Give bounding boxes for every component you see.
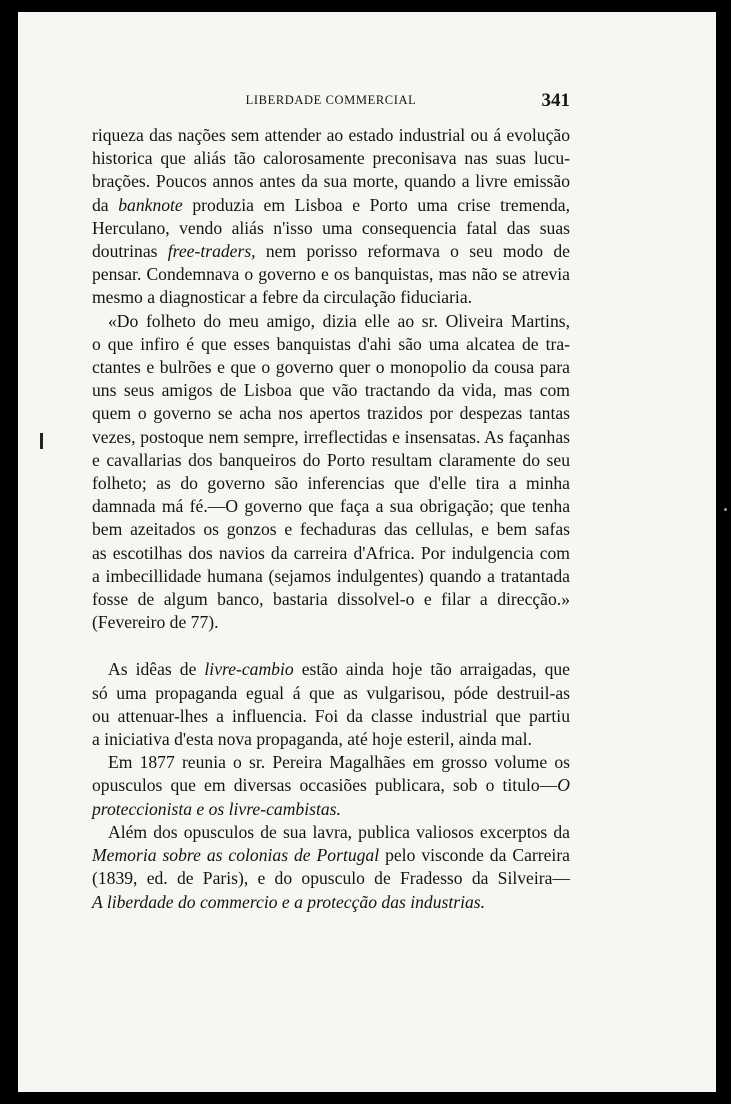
text-line: Em 1877 reunia o sr. Pereira Magalhães em grosso volume os [108, 752, 570, 773]
text-line [92, 798, 570, 821]
text-line: brações. Poucos annos antes da sua morte, quando a livre emissão [92, 171, 570, 192]
text-line: fosse de algum banco, bastaria dissolvel-o e filar a direcção.» [92, 589, 570, 610]
text-line: riqueza das nações sem attender ao estado industrial ou á evolução [92, 125, 570, 145]
text-line: Herculano, vendo aliás n'isso uma consequencia fatal das suas [92, 217, 570, 238]
text-line: mesmo a diagnosticar a febre da circulação fiduciaria. [92, 287, 473, 308]
page-number: 341 [541, 90, 570, 111]
text-line: as escotilhas dos navios da carreira d'Africa. Por indulgencia com [92, 542, 570, 563]
text-line: vezes, postoque nem sempre, irreflectidas e insensatas. As façanhas [92, 426, 570, 447]
page-body [92, 124, 570, 914]
text-line: damnada má fé.—O governo que faça a sua obrigação; que tenha [92, 496, 570, 517]
paragraph-quotation [92, 310, 570, 635]
running-title: LIBERDADE COMMERCIAL [245, 93, 417, 107]
text-line: pensar. Condemnava o governo e os banquistas, mas não se atrevia [92, 264, 570, 285]
text-line: «Do folheto do meu amigo, dizia elle ao sr. Oliveira Martins, [108, 310, 570, 331]
paragraph-livre-cambio [92, 658, 570, 751]
text-line: historica que aliás tão calorosamente preconisava nas suas lucu- [92, 148, 570, 169]
italic-proteccionista: proteccionista e os livre-cambistas. [92, 798, 341, 819]
text-line: só uma propaganda egual á que as vulgarisou, póde destruil-as [92, 682, 570, 703]
text-line: ctantes e bulrões e que o governo quer o monopolio da cousa para [92, 357, 570, 378]
text-line: doutrinas free-traders, nem porisso reformava o seu modo de [92, 241, 570, 262]
text-line: quem o governo se acha nos apertos trazidos por despezas tantas [92, 403, 570, 424]
paper-speck [724, 508, 727, 511]
italic-liberdade: A liberdade do commercio e a protecção das industrias. [92, 891, 486, 912]
text-line: folheto; as do governo são inferencias que d'elle tira a minha [92, 473, 570, 494]
running-header [92, 90, 570, 112]
italic-free-traders: free-traders, [167, 241, 256, 262]
text-line: a imbecillidade humana (sejamos indulgentes) quando a tratantada [92, 565, 570, 586]
paragraph-excerptos [92, 821, 570, 914]
text-line: (Fevereiro de 77). [92, 612, 219, 633]
italic-banknote: banknote [118, 194, 183, 215]
margin-mark [40, 433, 43, 449]
text-line: opusculos que em diversas occasiões publicara, sob o titulo—O [92, 775, 570, 796]
paragraph-herculano [92, 124, 570, 310]
section-gap [92, 634, 570, 658]
text-line: a iniciativa d'esta nova propaganda, até hoje esteril, ainda mal. [92, 729, 532, 750]
text-line: bem azeitados os gonzos e fechaduras das cellulas, e bem safas [92, 519, 570, 540]
text-line: As idêas de livre-cambio estão ainda hoje tão arraigadas, que [108, 659, 570, 680]
italic-memoria: Memoria sobre as colonias de Portugal [92, 845, 380, 866]
text-line: ou attenuar-lhes a influencia. Foi da classe industrial que partiu [92, 705, 570, 726]
text-line: e cavallarias dos banqueiros do Porto resultam claramente do seu [92, 449, 570, 470]
text-line: Além dos opusculos de sua lavra, publica valiosos excerptos da [108, 821, 570, 842]
paragraph-pereira-magalhaes [92, 751, 570, 821]
text-line: da banknote produzia em Lisboa e Porto uma crise tremenda, [92, 194, 571, 215]
text-line: (1839, ed. de Paris), e do opusculo de Fradesso da Silveira— [92, 868, 570, 889]
text-line: o que infiro é que esses banquistas d'ahi são uma alcatea de tra- [92, 333, 570, 354]
text-line: uns seus amigos de Lisboa que vão tractando da vida, mas com [92, 380, 570, 401]
text-line [92, 891, 570, 914]
text-line: Memoria sobre as colonias de Portugal pelo visconde da Carreira [92, 845, 570, 866]
italic-title-o: O [557, 775, 570, 796]
italic-livre-cambio: livre-cambio [204, 659, 294, 680]
